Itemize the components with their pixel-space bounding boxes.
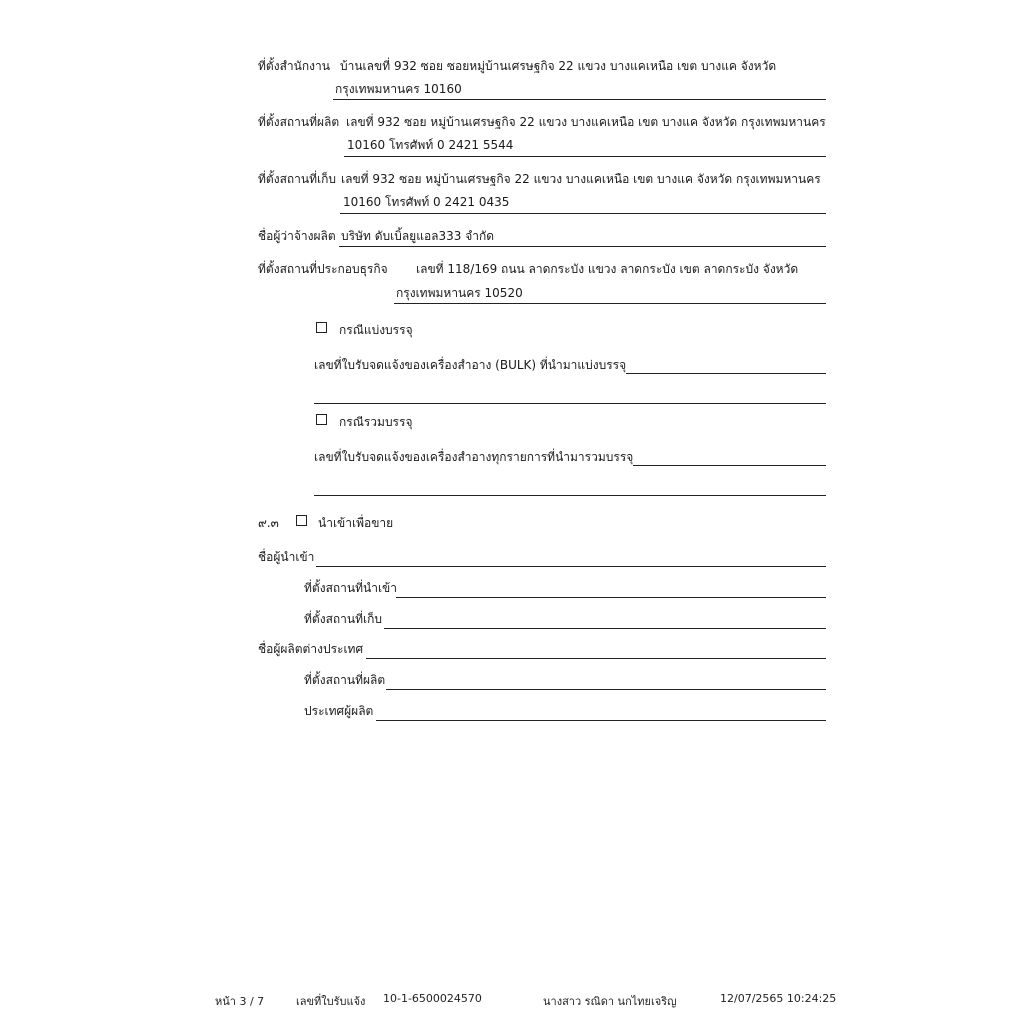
business-site-underline bbox=[394, 303, 826, 304]
manufacturer-country-input-line[interactable] bbox=[376, 720, 826, 721]
foreign-manufacturer-input-line[interactable] bbox=[366, 658, 826, 659]
repack-checkbox[interactable] bbox=[316, 322, 327, 333]
foreign-production-site-input-line[interactable] bbox=[386, 689, 826, 690]
combine-pack-field-label: เลขที่ใบรับจดแจ้งของเครื่องสำอางทุกรายการที่นำมารวมบรรจุ bbox=[314, 450, 634, 464]
combine-pack-field-extra-line[interactable] bbox=[314, 495, 826, 496]
office-address-line1: บ้านเลขที่ 932 ซอย ซอยหมู่บ้านเศรษฐกิจ 22 แขวง บางแคเหนือ เขต บางแค จังหวัด bbox=[340, 59, 777, 73]
import-storage-site-label: ที่ตั้งสถานที่เก็บ bbox=[304, 612, 382, 626]
import-storage-site-input-line[interactable] bbox=[384, 628, 826, 629]
footer-receipt-number: 10-1-6500024570 bbox=[383, 992, 482, 1005]
import-for-sale-label: นำเข้าเพื่อขาย bbox=[318, 516, 394, 530]
footer-page-number: หน้า 3 / 7 bbox=[215, 995, 265, 1008]
contract-manufacturer-label: ชื่อผู้ว่าจ้างผลิต bbox=[258, 229, 336, 243]
combine-pack-field-input-line[interactable] bbox=[633, 465, 826, 466]
repack-field-label: เลขที่ใบรับจดแจ้งของเครื่องสำอาง (BULK) ที่นำมาแบ่งบรรจุ bbox=[314, 358, 627, 372]
business-site-label: ที่ตั้งสถานที่ประกอบธุรกิจ bbox=[258, 262, 388, 276]
repack-checkbox-label: กรณีแบ่งบรรจุ bbox=[339, 323, 413, 337]
import-site-input-line[interactable] bbox=[396, 597, 826, 598]
foreign-production-site-label: ที่ตั้งสถานที่ผลิต bbox=[304, 673, 386, 687]
combine-pack-checkbox[interactable] bbox=[316, 414, 327, 425]
storage-site-line2: 10160 โทรศัพท์ 0 2421 0435 bbox=[343, 195, 510, 209]
contract-manufacturer-underline bbox=[339, 246, 826, 247]
production-site-line2: 10160 โทรศัพท์ 0 2421 5544 bbox=[347, 138, 514, 152]
repack-field-extra-line[interactable] bbox=[314, 403, 826, 404]
storage-site-underline bbox=[340, 213, 826, 214]
combine-pack-checkbox-label: กรณีรวมบรรจุ bbox=[339, 415, 413, 429]
manufacturer-country-label: ประเทศผู้ผลิต bbox=[304, 704, 374, 718]
office-address-line2: กรุงเทพมหานคร 10160 bbox=[335, 82, 462, 96]
footer-officer-name: นางสาว รณิดา นกไทยเจริญ bbox=[543, 995, 677, 1008]
import-for-sale-checkbox[interactable] bbox=[296, 515, 307, 526]
footer-receipt-label: เลขที่ใบรับแจ้ง bbox=[296, 995, 366, 1008]
repack-field-input-line[interactable] bbox=[626, 373, 826, 374]
office-underline bbox=[333, 99, 826, 100]
office-label: ที่ตั้งสำนักงาน bbox=[258, 59, 330, 73]
contract-manufacturer-value: บริษัท ดับเบิ้ลยูแอล333 จำกัด bbox=[341, 229, 495, 243]
business-site-line1: เลขที่ 118/169 ถนน ลาดกระบัง แขวง ลาดกระบัง เขต ลาดกระบัง จังหวัด bbox=[416, 262, 799, 276]
production-site-line1: เลขที่ 932 ซอย หมู่บ้านเศรษฐกิจ 22 แขวง บางแคเหนือ เขต บางแค จังหวัด กรุงเทพมหานคร bbox=[346, 115, 826, 129]
importer-name-label: ชื่อผู้นำเข้า bbox=[258, 550, 315, 564]
import-site-label: ที่ตั้งสถานที่นำเข้า bbox=[304, 581, 397, 595]
storage-site-line1: เลขที่ 932 ซอย หมู่บ้านเศรษฐกิจ 22 แขวง บางแคเหนือ เขต บางแค จังหวัด กรุงเทพมหานคร bbox=[341, 172, 821, 186]
production-site-underline bbox=[344, 156, 826, 157]
storage-site-label: ที่ตั้งสถานที่เก็บ bbox=[258, 172, 336, 186]
foreign-manufacturer-label: ชื่อผู้ผลิตต่างประเทศ bbox=[258, 642, 364, 656]
footer-timestamp: 12/07/2565 10:24:25 bbox=[720, 992, 837, 1005]
business-site-line2: กรุงเทพมหานคร 10520 bbox=[396, 286, 523, 300]
production-site-label: ที่ตั้งสถานที่ผลิต bbox=[258, 115, 340, 129]
import-section-number: ๙.๓ bbox=[258, 516, 279, 530]
importer-name-input-line[interactable] bbox=[316, 566, 826, 567]
